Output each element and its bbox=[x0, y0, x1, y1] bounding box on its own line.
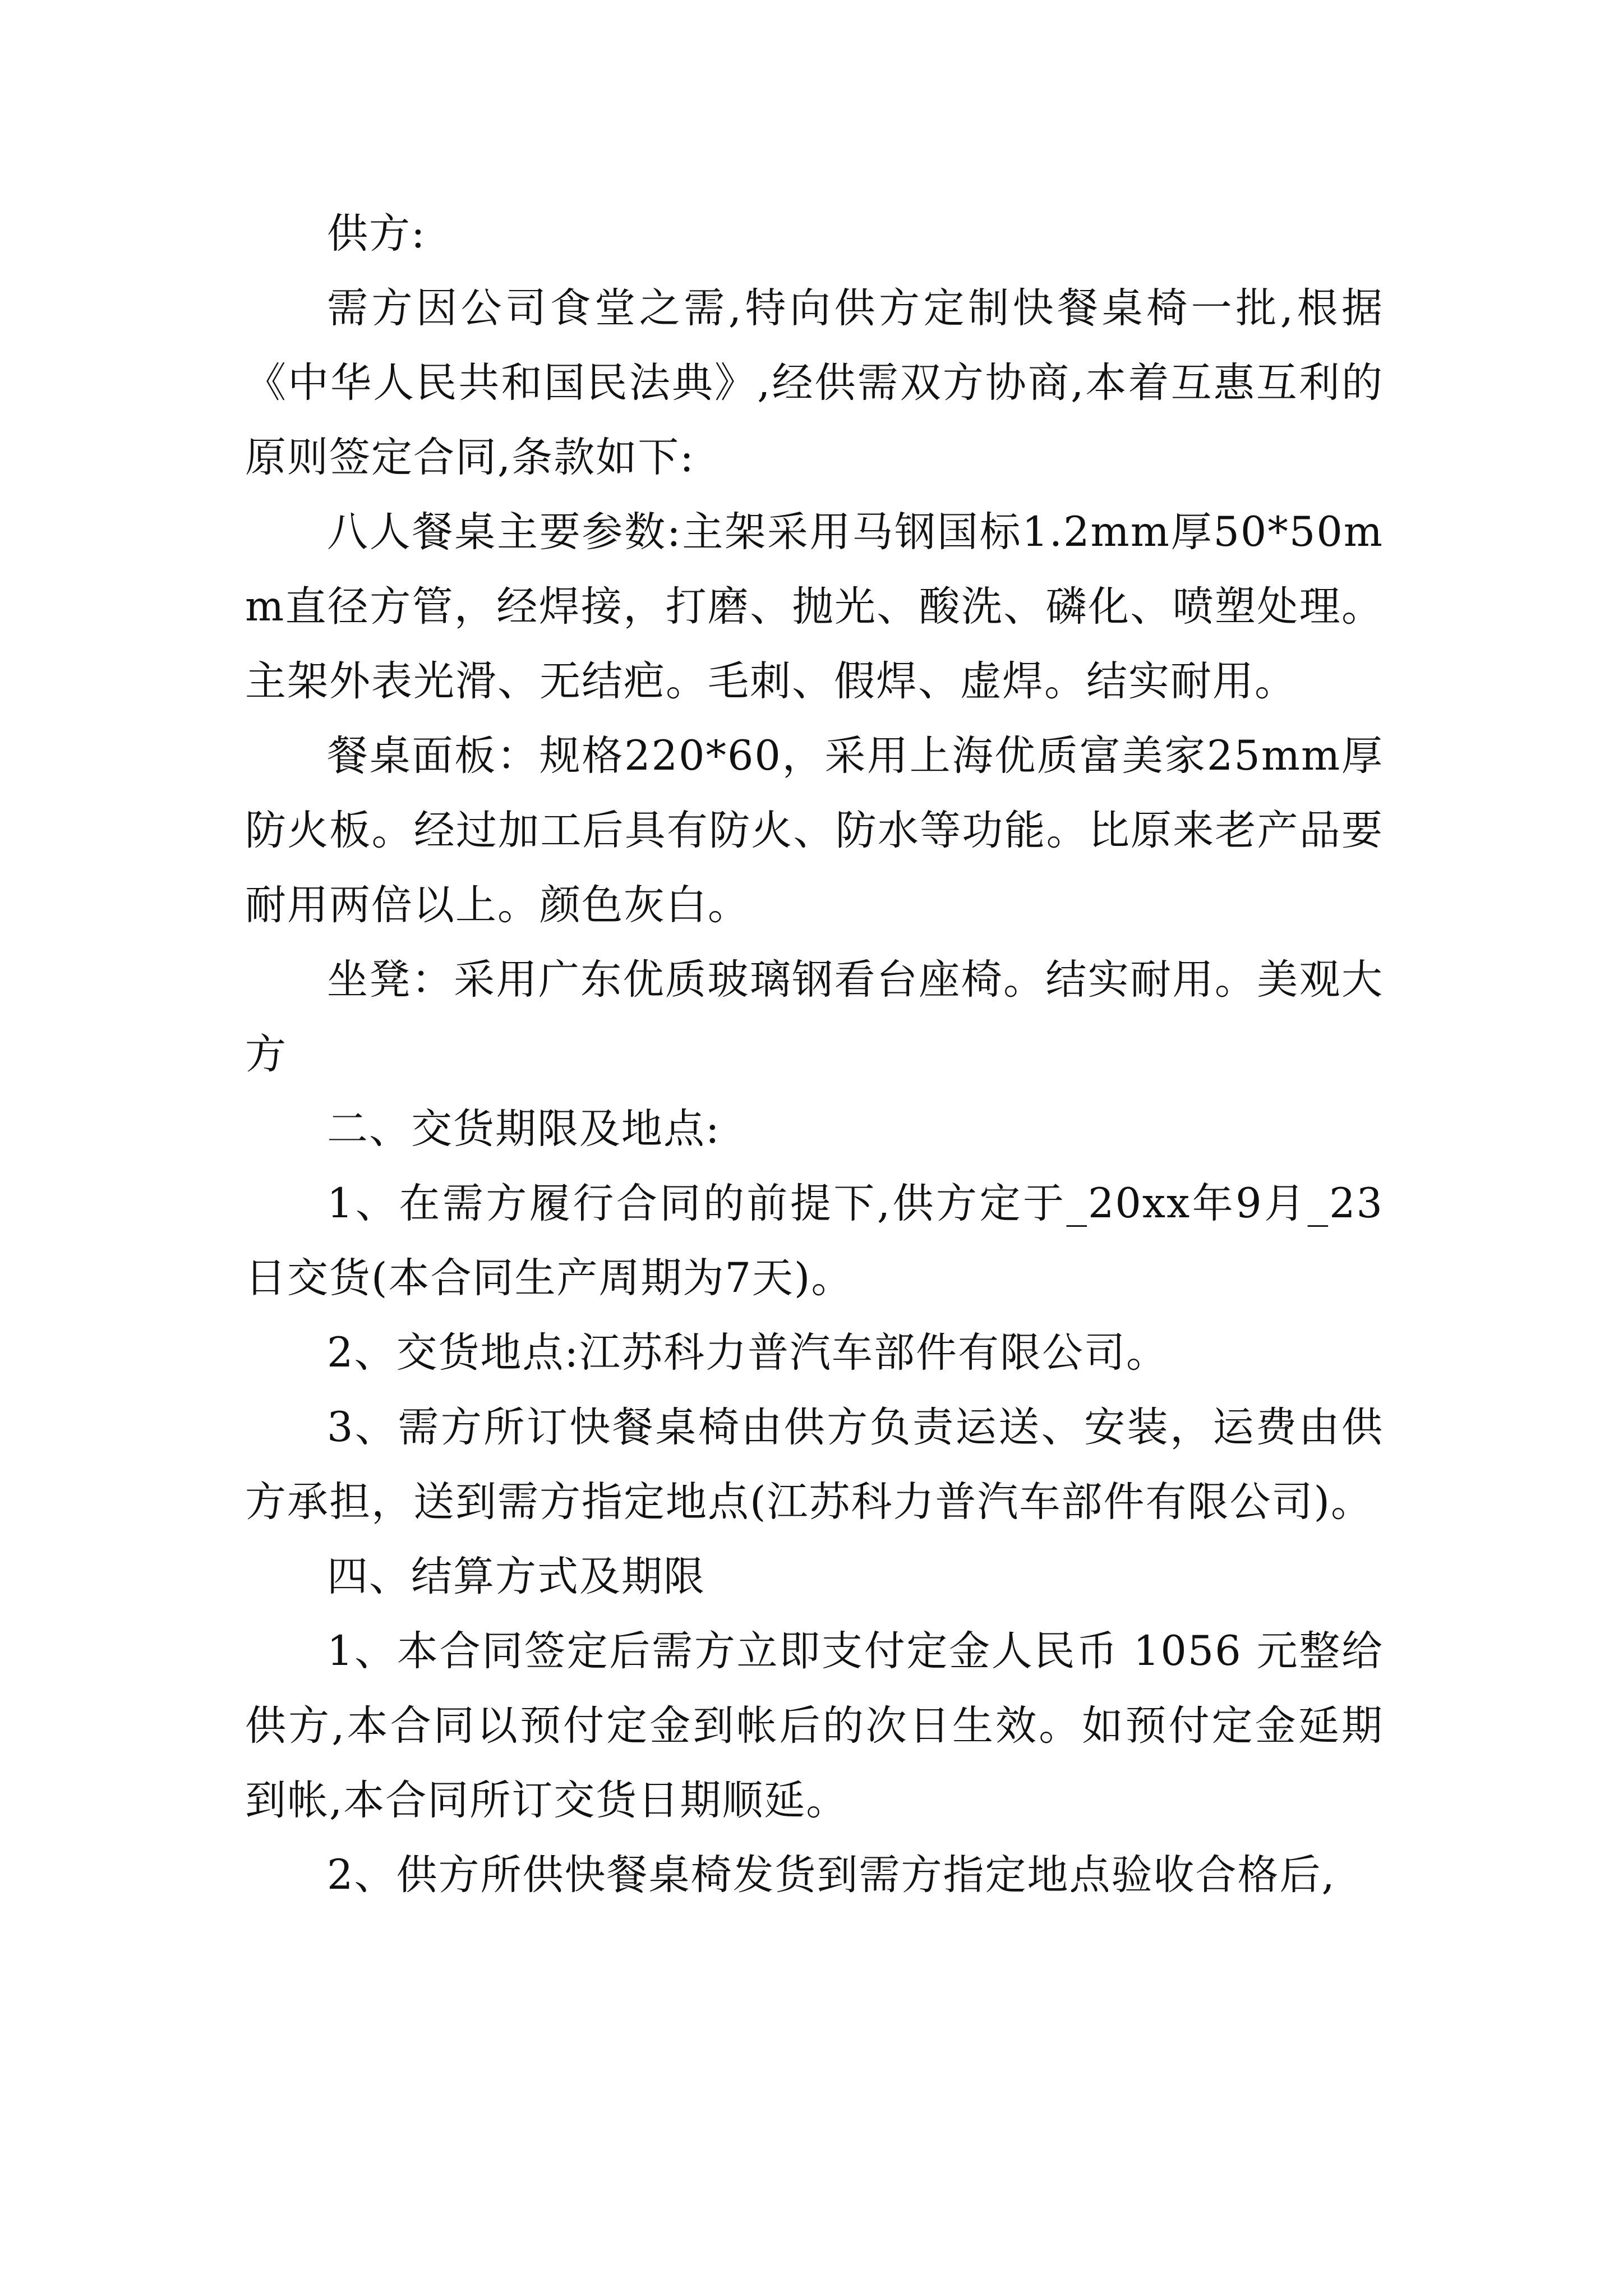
document-body bbox=[245, 196, 1384, 1912]
section-heading-delivery: 二、交货期限及地点: bbox=[327, 1105, 721, 1153]
paragraph-table-panel: 餐桌面板：规格220*60，采用上海优质富美家25mm厚防火板。经过加工后具有防火、防水等功能。比原来老产品要耐用两倍以上。颜色灰白。 bbox=[245, 732, 1384, 929]
paragraph-table-params: 八人餐桌主要参数:主架采用马钢国标1.2mm厚50*50mm直径方管，经焊接，打磨、抛光、酸洗、磷化、喷塑处理。主架外表光滑、无结疤。毛刺、假焊、虚焊。结实耐用。 bbox=[245, 508, 1384, 705]
paragraph-delivery-transport: 3、需方所订快餐桌椅由供方负责运送、安装，运费由供方承担，送到需方指定地点(江苏科力普汽车部件有限公司)。 bbox=[245, 1404, 1384, 1526]
paragraph-acceptance: 2、供方所供快餐桌椅发货到需方指定地点验收合格后, bbox=[327, 1851, 1336, 1899]
paragraph-stools: 坐凳：采用广东优质玻璃钢看台座椅。结实耐用。美观大方 bbox=[245, 956, 1384, 1078]
paragraph-deposit: 1、本合同签定后需方立即支付定金人民币 1056 元整给供方,本合同以预付定金到帐后的次日生效。如预付定金延期到帐,本合同所订交货日期顺延。 bbox=[245, 1627, 1384, 1824]
paragraph-delivery-date: 1、在需方履行合同的前提下,供方定于_20xx年9月_23日交货(本合同生产周期为7天)。 bbox=[245, 1180, 1384, 1302]
paragraph-delivery-location: 2、交货地点:江苏科力普汽车部件有限公司。 bbox=[327, 1329, 1169, 1377]
paragraph-intro: 需方因公司食堂之需,特向供方定制快餐桌椅一批,根据《中华人民共和国民法典》,经供需双方协商,本着互惠互利的原则签定合同,条款如下: bbox=[245, 284, 1384, 481]
section-heading-settlement: 四、结算方式及期限 bbox=[327, 1553, 706, 1600]
paragraph-supplier: 供方: bbox=[327, 210, 426, 257]
